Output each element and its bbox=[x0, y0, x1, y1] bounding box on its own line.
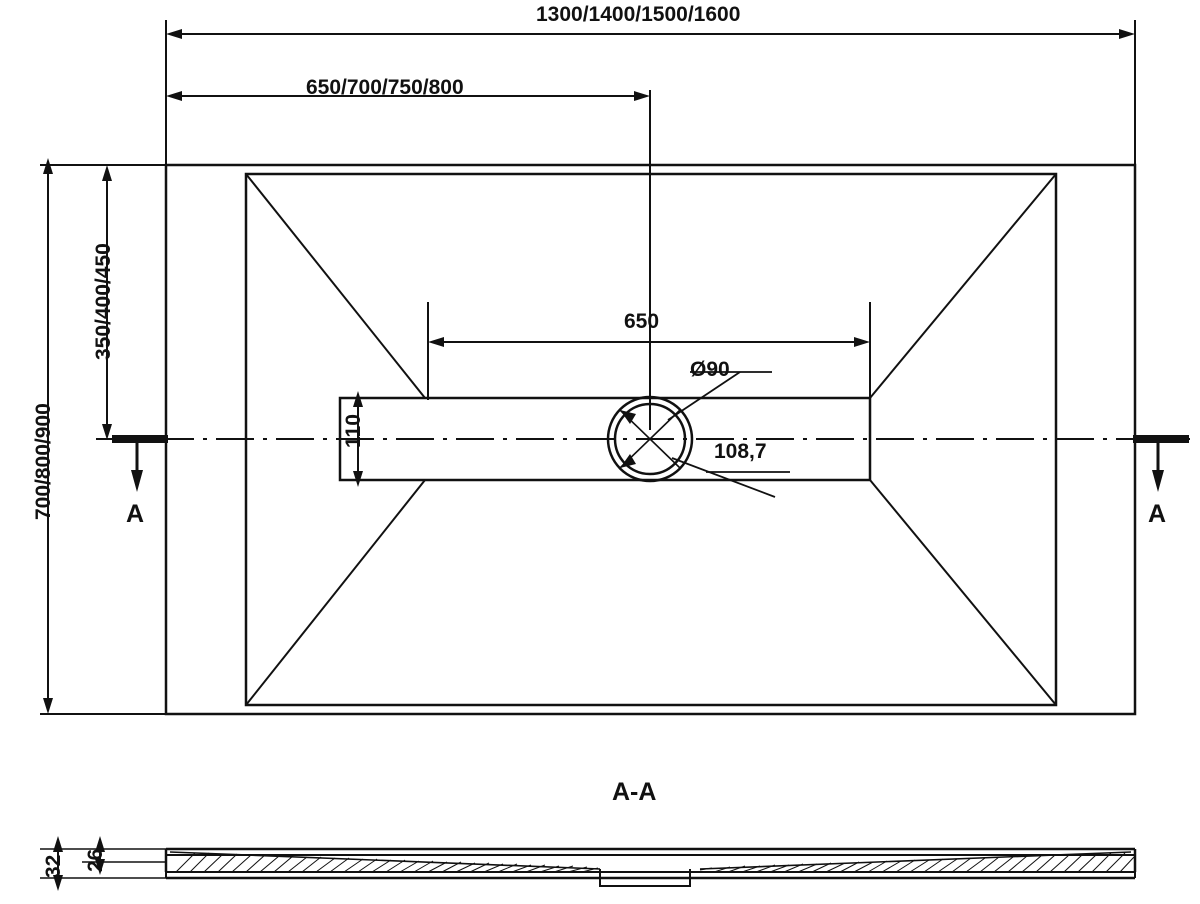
dim-label-channel-length: 650 bbox=[624, 310, 660, 333]
section-mark-left-arrow-head bbox=[131, 470, 143, 492]
slope-line-top-left bbox=[246, 174, 425, 398]
dim-label-drain-diameter: Ø90 bbox=[690, 358, 730, 381]
section-mark-label-left: A bbox=[126, 500, 145, 528]
section-mark-right-arrow-head bbox=[1152, 470, 1164, 492]
slope-line-bottom-right bbox=[870, 480, 1056, 705]
dim-label-edge-depth: 350/400/450 bbox=[92, 243, 115, 360]
slope-line-bottom-left bbox=[246, 480, 425, 705]
section-view-title: A-A bbox=[612, 778, 657, 806]
dim-label-section-inner-height: 26 bbox=[84, 848, 107, 872]
slope-line-top-right bbox=[870, 174, 1056, 398]
dim-label-half-width: 650/700/750/800 bbox=[306, 76, 464, 99]
dim-label-drain-offset: 108,7 bbox=[714, 440, 767, 463]
dim-label-channel-width: 110 bbox=[342, 414, 365, 448]
dim-label-overall-depth: 700/800/900 bbox=[32, 403, 55, 520]
section-mark-label-right: A bbox=[1148, 500, 1167, 528]
dim-label-overall-width: 1300/1400/1500/1600 bbox=[536, 3, 741, 26]
dim-label-section-total-height: 32 bbox=[42, 854, 65, 878]
